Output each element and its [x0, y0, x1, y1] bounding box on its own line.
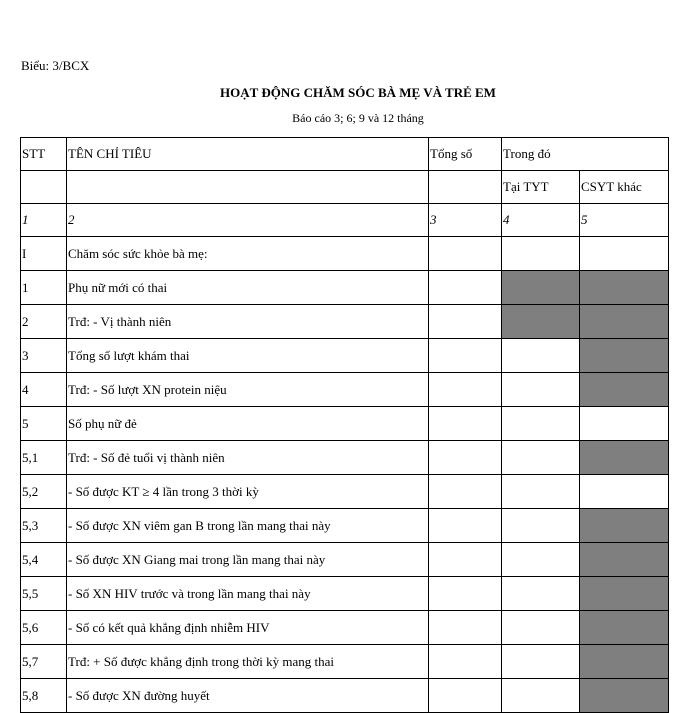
header-blank	[429, 171, 502, 204]
table-row	[21, 509, 669, 543]
row-other-cell	[580, 509, 669, 543]
row-stt: 3	[21, 339, 67, 373]
col-number: 1	[21, 204, 67, 237]
row-stt: 5,6	[21, 611, 67, 645]
row-stt: 4	[21, 373, 67, 407]
table-row	[21, 441, 669, 475]
row-other-cell	[580, 543, 669, 577]
table-row	[21, 645, 669, 679]
header-other: CSYT khác	[580, 171, 669, 204]
row-stt: 1	[21, 271, 67, 305]
row-name: Chăm sóc sức khỏe bà mẹ:	[67, 237, 429, 271]
table-row	[21, 339, 669, 373]
row-at-station-cell	[502, 577, 580, 611]
row-at-station-cell	[502, 271, 580, 305]
row-other-cell	[580, 679, 669, 713]
row-other-cell	[580, 475, 669, 509]
row-at-station-cell	[502, 373, 580, 407]
row-total-cell	[429, 441, 502, 475]
row-at-station-cell	[502, 407, 580, 441]
row-other-cell	[580, 237, 669, 271]
row-other-cell	[580, 305, 669, 339]
header-at-station: Tại TYT	[502, 171, 580, 204]
row-total-cell	[429, 543, 502, 577]
header-name: TÊN CHỈ TIÊU	[67, 138, 429, 171]
col-number: 4	[502, 204, 580, 237]
row-at-station-cell	[502, 441, 580, 475]
table-row	[21, 577, 669, 611]
header-of-which: Trong đó	[502, 138, 669, 171]
row-other-cell	[580, 407, 669, 441]
row-stt: 5,2	[21, 475, 67, 509]
row-total-cell	[429, 475, 502, 509]
header-total: Tổng số	[429, 138, 502, 171]
row-name: Trđ: + Số được khẳng định trong thời kỳ mang thai	[67, 645, 429, 679]
row-stt: 5,5	[21, 577, 67, 611]
table-row	[21, 237, 669, 271]
row-at-station-cell	[502, 237, 580, 271]
row-name: - Số được XN Giang mai trong lần mang thai này	[67, 543, 429, 577]
row-at-station-cell	[502, 509, 580, 543]
table-row	[21, 611, 669, 645]
row-name: Tổng số lượt khám thai	[67, 339, 429, 373]
row-stt: 5,1	[21, 441, 67, 475]
table-row	[21, 305, 669, 339]
table-row	[21, 543, 669, 577]
table-row	[21, 373, 669, 407]
row-total-cell	[429, 509, 502, 543]
row-at-station-cell	[502, 611, 580, 645]
col-number: 5	[580, 204, 669, 237]
col-number: 3	[429, 204, 502, 237]
row-name: - Số XN HIV trước và trong lần mang thai này	[67, 577, 429, 611]
row-name: Trđ: - Số đẻ tuổi vị thành niên	[67, 441, 429, 475]
header-row-2	[21, 171, 669, 204]
table-row	[21, 679, 669, 713]
row-name: - Số được KT ≥ 4 lần trong 3 thời kỳ	[67, 475, 429, 509]
table-row	[21, 475, 669, 509]
row-total-cell	[429, 577, 502, 611]
row-other-cell	[580, 611, 669, 645]
row-at-station-cell	[502, 305, 580, 339]
column-number-row	[21, 204, 669, 237]
row-stt: 5,3	[21, 509, 67, 543]
header-blank	[21, 171, 67, 204]
row-other-cell	[580, 271, 669, 305]
row-other-cell	[580, 645, 669, 679]
row-name: Trđ: - Vị thành niên	[67, 305, 429, 339]
row-total-cell	[429, 237, 502, 271]
row-stt: I	[21, 237, 67, 271]
row-stt: 5,7	[21, 645, 67, 679]
header-row-1	[21, 138, 669, 171]
row-name: Phụ nữ mới có thai	[67, 271, 429, 305]
row-total-cell	[429, 305, 502, 339]
row-total-cell	[429, 339, 502, 373]
row-stt: 5,4	[21, 543, 67, 577]
header-stt: STT	[21, 138, 67, 171]
report-table	[20, 137, 669, 713]
form-code: Biểu: 3/BCX	[21, 58, 90, 73]
report-title: HOẠT ĐỘNG CHĂM SÓC BÀ MẸ VÀ TRẺ EM	[220, 85, 496, 100]
row-name: Trđ: - Số lượt XN protein niệu	[67, 373, 429, 407]
row-total-cell	[429, 407, 502, 441]
col-number: 2	[67, 204, 429, 237]
row-total-cell	[429, 611, 502, 645]
row-total-cell	[429, 271, 502, 305]
row-stt: 5,8	[21, 679, 67, 713]
row-name: - Số có kết quả khẳng định nhiễm HIV	[67, 611, 429, 645]
row-other-cell	[580, 373, 669, 407]
row-at-station-cell	[502, 339, 580, 373]
row-at-station-cell	[502, 543, 580, 577]
row-other-cell	[580, 441, 669, 475]
row-other-cell	[580, 339, 669, 373]
row-name: - Số được XN viêm gan B trong lần mang thai này	[67, 509, 429, 543]
row-at-station-cell	[502, 645, 580, 679]
row-total-cell	[429, 645, 502, 679]
report-subtitle: Báo cáo 3; 6; 9 và 12 tháng	[292, 111, 424, 125]
row-name: Số phụ nữ đẻ	[67, 407, 429, 441]
row-at-station-cell	[502, 679, 580, 713]
row-stt: 5	[21, 407, 67, 441]
row-name: - Số được XN đường huyết	[67, 679, 429, 713]
table-row	[21, 407, 669, 441]
row-total-cell	[429, 373, 502, 407]
row-at-station-cell	[502, 475, 580, 509]
header-blank	[67, 171, 429, 204]
row-stt: 2	[21, 305, 67, 339]
row-other-cell	[580, 577, 669, 611]
table-row	[21, 271, 669, 305]
row-total-cell	[429, 679, 502, 713]
